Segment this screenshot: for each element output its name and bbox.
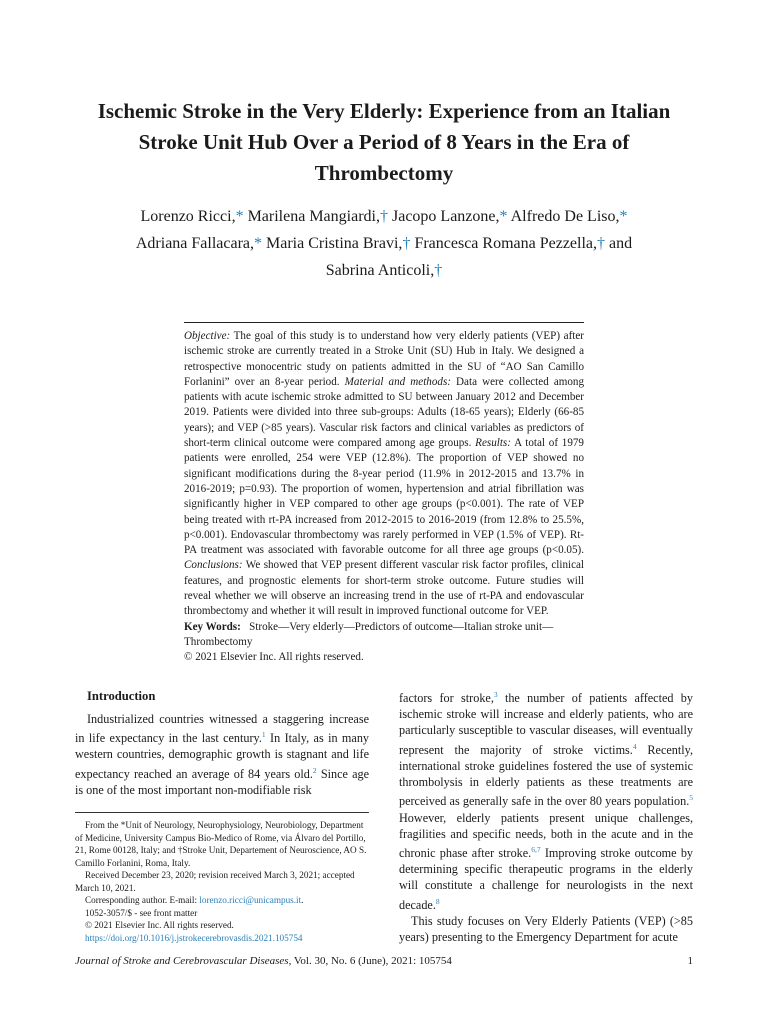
affiliation-mark[interactable]: † xyxy=(402,235,411,252)
citation-link[interactable]: 3 xyxy=(493,690,498,699)
left-column xyxy=(75,687,369,944)
author-list xyxy=(70,203,698,284)
author-name: Maria Cristina Bravi, xyxy=(266,235,403,252)
citation-link[interactable]: 2 xyxy=(312,765,317,775)
article-title xyxy=(70,96,698,189)
author-name: Jacopo Lanzone, xyxy=(391,208,500,225)
citation-link[interactable]: 5 xyxy=(689,793,693,803)
email-link[interactable]: lorenzo.ricci@unicampus.it xyxy=(199,895,302,906)
keywords-text: Stroke—Very elderly—Predictors of outcome—Italian stroke unit—Thrombectomy xyxy=(184,620,554,648)
body-text: In Italy, as in many western countries, demographic growth is stagnant and life expectancy reached an average of 84 years old. xyxy=(75,731,370,781)
author-name: Sabrina Anticoli, xyxy=(325,262,435,279)
affiliation-mark[interactable]: † xyxy=(379,208,388,225)
title-line-3: Thrombectomy xyxy=(314,161,454,185)
title-line-2: Stroke Unit Hub Over a Period of 8 Years in the Era of xyxy=(138,130,630,154)
body-text: Industrialized countries witnessed a staggering increase in life expectancy in the last century. xyxy=(75,712,369,746)
affiliations-footnote: From the *Unit of Neurology, Neurophysiology, Neurobiology, Department of Medicine, University Campus Bio-Medico of Rome, via Álvaro del Portillo, 21, Rome 00128, Italy; and †Stroke Unit, Departement of Neuroscience, AO S. Camillo Forlanini, Roma, Italy. xyxy=(75,820,367,868)
intro-paragraph: This study focuses on Very Elderly Patients (VEP) (>85 years) presenting to the Emergency Department for acute xyxy=(399,913,693,945)
body-text: Recently, international stroke guidelines fostered the use of systemic thrombolysis in elderly patients as these treatments are perceived as generally safe in the over 80 years population. xyxy=(399,742,693,809)
author-name: Adriana Fallacara, xyxy=(135,235,255,252)
body-text: factors for stroke, xyxy=(399,691,494,706)
methods-text: Data were collected among patients with acute ischemic stroke admitted to SU between January 2012 and December 2019. Patients were divided into three sub-groups: Adults (18-65 years); Elderly (66-85 years); and VEP (>85 years). Vascular risk factors and clinical variables as predictors of short-term clinical outcome were compared among age groups. xyxy=(184,375,585,450)
affiliation-mark[interactable]: * xyxy=(619,208,628,225)
title-line-1: Ischemic Stroke in the Very Elderly: Experience from an Italian xyxy=(97,99,671,123)
journal-name: Journal of Stroke and Cerebrovascular Diseases xyxy=(75,955,289,967)
affiliation-mark[interactable]: * xyxy=(254,235,263,252)
citation-link[interactable]: 6,7 xyxy=(531,845,541,855)
abstract-copyright: © 2021 Elsevier Inc. All rights reserved. xyxy=(184,651,364,664)
corresponding-footnote: Corresponding author. E-mail: lorenzo.ricci@unicampus.it. xyxy=(85,895,304,906)
body-text: the number of patients affected by ischemic stroke will increase and elderly patients, who are particularly susceptible to vascular diseases, will eventually represent the majority of stroke victims. xyxy=(399,691,693,757)
keywords-label: Key Words: xyxy=(184,620,241,633)
copyright-footnote: © 2021 Elsevier Inc. All rights reserved. xyxy=(85,920,234,931)
objective-label: Objective: xyxy=(184,330,231,342)
journal-citation: , Vol. 30, No. 6 (June), 2021: 105754 xyxy=(288,955,452,967)
author-name: Marilena Mangiardi, xyxy=(247,208,380,225)
objective-text: The goal of this study is to understand how very elderly patients (VEP) after ischemic stroke are currently treated in a Stroke Unit (SU) Hub in Italy. We designed a retrospective monocentric study on patients admitted in the SU of “AO San Camillo Forlanini” over an 8-year period. xyxy=(184,330,584,388)
citation-link[interactable]: 8 xyxy=(435,896,440,906)
results-label: Results: xyxy=(475,437,511,450)
affiliation-mark[interactable]: † xyxy=(597,235,606,252)
results-text: A total of 1979 patients were enrolled, 254 were VEP (12.8%). The proportion of VEP showed no significant modifications during the 8-year period (11.9% in 2012-2015 and 13.7% in 2016-2019; p=0.93). The proportion of women, hypertension and atrial fibrillation was significantly higher in VEP compared to other age groups (p<0.001). The rate of VEP being treated with rt-PA increased from 2012-2015 to 2016-2019 (from 12.8% to 25.5%, p<0.001). Endovascular thrombectomy was rarely performed in VEP (1.5% of VEP). Rt-PA treatment was associated with favorable outcome for all three age groups (p<0.05). xyxy=(184,437,584,557)
intro-paragraph xyxy=(75,711,369,798)
citation-link[interactable]: 1 xyxy=(261,730,266,740)
right-column xyxy=(399,687,693,945)
author-conjunction: and xyxy=(609,235,633,252)
citation-link[interactable]: 4 xyxy=(632,741,637,751)
author-name: Alfredo De Liso, xyxy=(510,208,620,225)
issn-footnote: 1052-3057/$ - see front matter xyxy=(85,907,198,918)
author-name: Francesca Romana Pezzella, xyxy=(414,235,598,252)
corresponding-label: Corresponding author. E-mail: xyxy=(85,895,198,906)
footnote-divider xyxy=(75,812,369,813)
abstract-block xyxy=(184,322,584,666)
abstract-text xyxy=(184,329,584,620)
affiliation-mark[interactable]: * xyxy=(235,208,244,225)
intro-paragraph xyxy=(399,687,693,913)
body-text: Since age is one of the most important non-modifiable risk xyxy=(75,766,369,797)
doi-link[interactable]: https://doi.org/10.1016/j.jstrokecerebrovasdis.2021.105754 xyxy=(85,932,303,943)
conclusions-text: We showed that VEP present different vascular risk factor profiles, clinical features, and prognostic elements for short-term stroke outcome. Future studies will reveal whether we will observe an increasing trend in the use of rt-PA and endovascular thrombectomy and whether it will result in improved functional outcome for VEP. xyxy=(184,559,585,618)
body-text: Improving stroke outcome by determining specific therapeutic programs in the elderly will constitute a challenge for neurologists in the next decade. xyxy=(399,846,694,912)
page-number: 1 xyxy=(687,955,693,967)
journal-footer xyxy=(75,954,452,968)
affiliation-mark[interactable]: * xyxy=(499,208,508,225)
author-name: Lorenzo Ricci, xyxy=(140,208,236,225)
received-footnote: Received December 23, 2020; revision received March 3, 2021; accepted March 10, 2021. xyxy=(75,870,355,893)
keywords xyxy=(184,620,584,651)
body-text: However, elderly patients present unique challenges, fragilities and specific needs, both in the acute and in the chronic phase after stroke. xyxy=(399,810,693,861)
conclusions-label: Conclusions: xyxy=(184,559,243,572)
methods-label: Material and methods: xyxy=(344,375,451,388)
affiliation-mark[interactable]: † xyxy=(434,262,443,279)
section-heading: Introduction xyxy=(87,689,156,703)
